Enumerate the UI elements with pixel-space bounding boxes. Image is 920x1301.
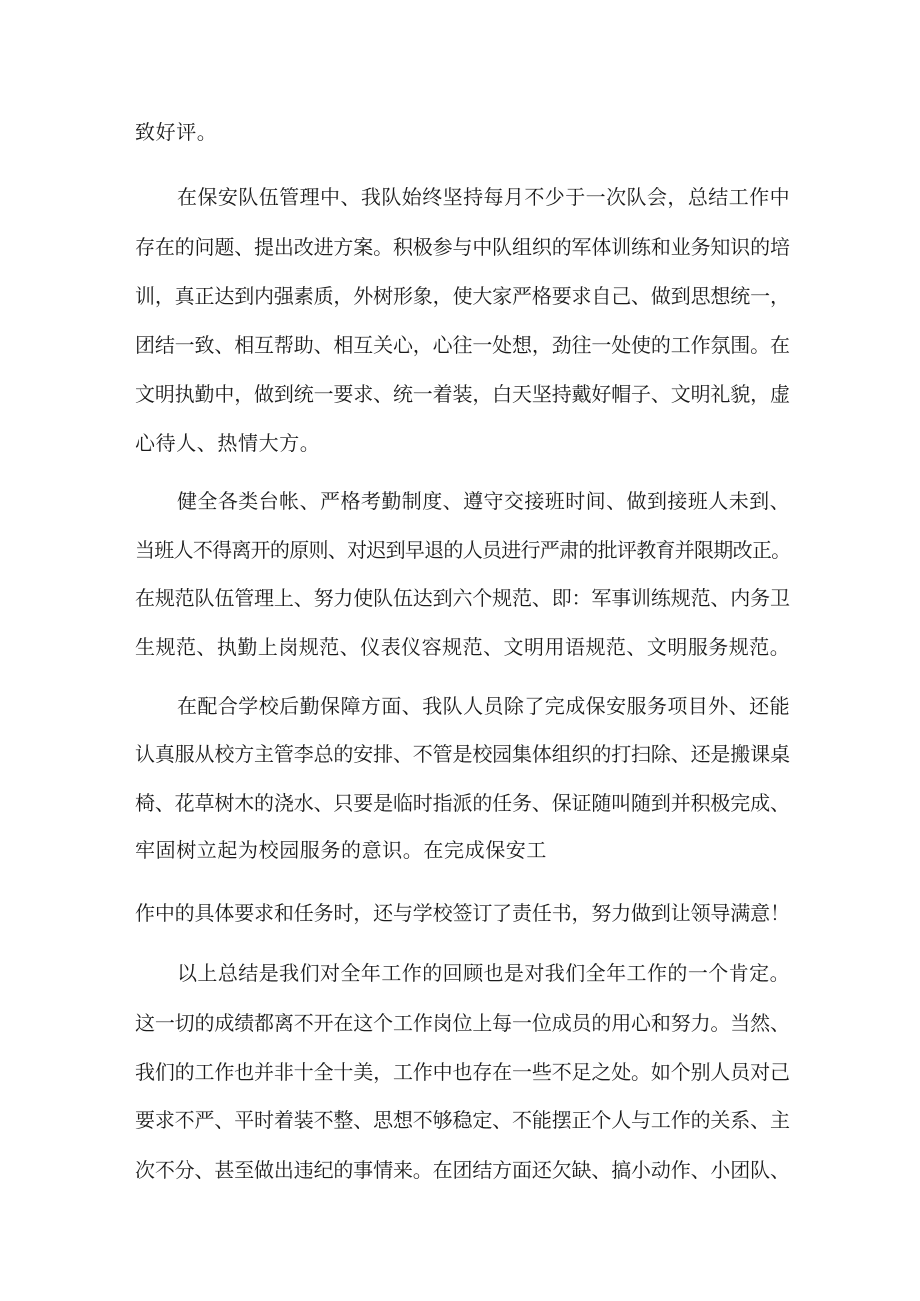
text-line: 心待人、热情大方。 (135, 431, 321, 455)
text-line: 团结一致、相互帮助、相互关心，心往一处想，劲往一处使的工作氛围。在 (135, 333, 790, 357)
text-line: 次不分、甚至做出违纪的事情来。在团结方面还欠缺、搞小动作、小团队、 (135, 1158, 790, 1182)
text-line: 以上总结是我们对全年工作的回顾也是对我们全年工作的一个肯定。 (177, 961, 790, 985)
text-line: 在保安队伍管理中、我队始终坚持每月不少于一次队会，总结工作中 (177, 185, 790, 209)
text-line: 存在的问题、提出改进方案。积极参与中队组织的军体训练和业务知识的培 (135, 235, 790, 259)
text-line: 文明执勤中，做到统一要求、统一着装，白天坚持戴好帽子、文明礼貌，虚 (135, 382, 790, 406)
text-line: 认真服从校方主管李总的安排、不管是校园集体组织的打扫除、还是搬课桌 (135, 742, 790, 766)
text-line: 训，真正达到内强素质，外树形象，使大家严格要求自己、做到思想统一， (135, 284, 790, 308)
text-line: 椅、花草树木的浇水、只要是临时指派的任务、保证随叫随到并积极完成、 (135, 791, 790, 815)
text-line: 我们的工作也并非十全十美，工作中也存在一些不足之处。如个别人员对己 (135, 1060, 790, 1084)
text-line: 生规范、执勤上岗规范、仪表仪容规范、文明用语规范、文明服务规范。 (135, 635, 791, 659)
text-line: 在配合学校后勤保障方面、我队人员除了完成保安服务项目外、还能 (177, 694, 790, 718)
text-line: 牢固树立起为校园服务的意识。在完成保安工 (135, 838, 547, 862)
text-line: 这一切的成绩都离不开在这个工作岗位上每一位成员的用心和努力。当然、 (135, 1011, 790, 1035)
text-line: 致好评。 (135, 120, 218, 144)
text-line: 作中的具体要求和任务时，还与学校签订了责任书，努力做到让领导满意！ (135, 901, 790, 925)
text-line: 在规范队伍管理上、努力使队伍达到六个规范、即：军事训练规范、内务卫 (135, 586, 790, 610)
text-line: 当班人不得离开的原则、对迟到早退的人员进行严肃的批评教育并限期改正。 (135, 538, 791, 562)
text-line: 健全各类台帐、严格考勤制度、遵守交接班时间、做到接班人未到、 (177, 489, 790, 513)
text-line: 要求不严、平时着装不整、思想不够稳定、不能摆正个人与工作的关系、主 (135, 1108, 790, 1132)
